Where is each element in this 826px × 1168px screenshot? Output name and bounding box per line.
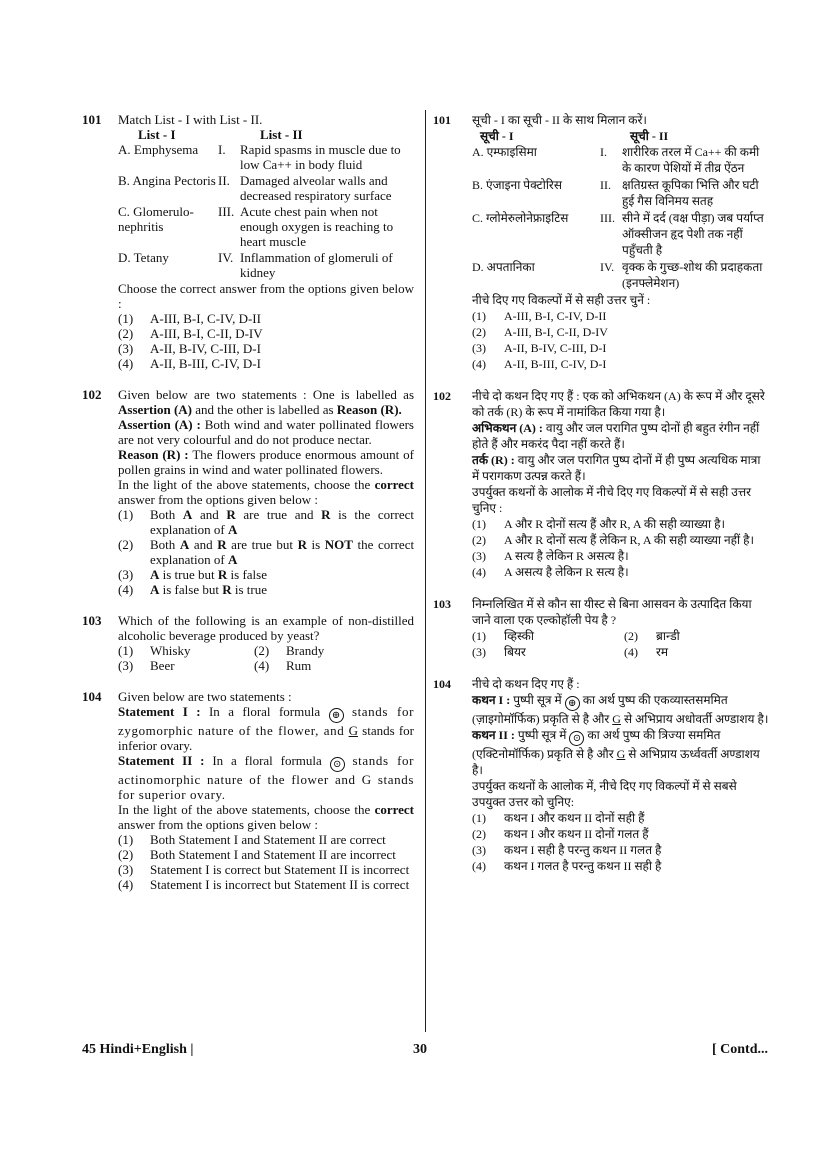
question-number: 102: [82, 387, 102, 402]
instruction: उपर्युक्त कथनों के आलोक में, नीचे दिए गए विकल्पों में से सबसे उपयुक्त उत्तर को चुनिए:: [472, 779, 737, 809]
answer-option-4[interactable]: (4) A असत्य है लेकिन R सत्य है।: [472, 565, 629, 579]
answer-option-4[interactable]: रम: [656, 645, 669, 659]
reason: तर्क (R) : वायु और जल परागित पुष्प दोनों में ही पुष्प अत्यधिक मात्रा में परागकण उत्पन्न करते हैं।: [472, 453, 761, 483]
answer-options-row: (3) बियर (4) रम: [472, 644, 770, 660]
question-101-en: [82, 112, 414, 371]
question-stem: Which of the following is an example of non-distilled alcoholic beverage produced by yeast?: [118, 613, 414, 643]
english-column: [82, 112, 414, 908]
match-row: C. Glomerulo-nephritis III. Acute chest pain when not enough oxygen is reaching to heart muscle: [118, 204, 394, 249]
match-row: A. Emphysema I. Rapid spasms in muscle due to low Ca++ in body fluid: [118, 142, 401, 172]
question-104-hi: [434, 676, 770, 874]
question-stem: Match List - I with List - II.: [118, 112, 263, 127]
answer-option-1[interactable]: (1) Both A and R are true and R is the correct explanation of A: [118, 507, 414, 537]
question-number: 103: [82, 613, 102, 628]
answer-option-4[interactable]: (4) A-II, B-III, C-IV, D-I: [118, 356, 261, 371]
zygomorphic-symbol-icon: ⊕: [565, 696, 580, 711]
question-101-hi: [434, 112, 770, 372]
instruction: In the light of the above statements, choose the correct answer from the options given below :: [118, 477, 415, 507]
answer-options-row: (1) व्हिस्की (2) ब्रान्डी: [472, 628, 770, 644]
match-row: A. एम्फाइसिमा I. शारीरिक तरल में Ca++ की कमी के कारण पेशियों में तीव्र ऐंठन: [472, 145, 760, 175]
question-number: 101: [82, 112, 102, 127]
zygomorphic-symbol-icon: ⊕: [329, 708, 344, 723]
answer-option-3[interactable]: (3) Statement I is correct but Statement II is incorrect: [118, 862, 410, 877]
answer-option-2[interactable]: (2) A-III, B-I, C-II, D-IV: [118, 326, 263, 341]
statement-1: Statement I : In a floral formula ⊕ stands for zygomorphic nature of the flower, and G stands for inferior ovary.: [118, 704, 415, 753]
answer-option-2[interactable]: ब्रान्डी: [656, 629, 680, 643]
list-headers: सूची - I सूची - II: [480, 129, 669, 143]
instruction: नीचे दिए गए विकल्पों में से सही उत्तर चुनें :: [472, 293, 651, 307]
page-number: 30: [413, 1042, 427, 1057]
answer-option-2[interactable]: (2) Both A and R are true but R is NOT the correct explanation of A: [118, 537, 415, 567]
answer-option-1[interactable]: Whisky: [150, 643, 191, 658]
question-number: 102: [433, 389, 451, 403]
question-stem: Given below are two statements :: [118, 689, 292, 704]
match-row: D. अपतानिका IV. वृक्क के गुच्छ-शोथ की प्रदाहकता (इनफ्लेमेशन): [472, 260, 763, 290]
answer-option-1[interactable]: व्हिस्की: [504, 629, 534, 643]
paper-code: 45 Hindi+English |: [82, 1042, 194, 1057]
answer-option-1[interactable]: (1) कथन I और कथन II दोनों सही हैं: [472, 811, 645, 825]
question-103-hi: [434, 596, 770, 660]
statement-1: कथन I : पुष्पी सूत्र में ⊕ का अर्थ पुष्प की एकव्यास्तसममित (ज़ाइगोमॉर्फिक) प्रकृति से है और G से अभिप्राय अधोवर्ती अण्डाशय है।: [472, 693, 769, 726]
question-stem: सूची - I का सूची - II के साथ मिलान करें।: [472, 113, 647, 127]
reason: Reason (R) : The flowers produce enormous amount of pollen grains in wind and water pollinated flowers.: [118, 447, 414, 477]
statement-2: Statement II : In a floral formula ⊙ stands for actinomorphic nature of the flower and G stands for superior ovary.: [118, 753, 415, 802]
instruction: उपर्युक्त कथनों के आलोक में नीचे दिए गए विकल्पों में से सही उत्तर चुनिए :: [472, 485, 752, 515]
question-number: 101: [433, 113, 451, 127]
instruction: Choose the correct answer from the options given below :: [118, 281, 414, 311]
question-103-en: [82, 613, 414, 673]
question-stem: Given below are two statements : One is labelled as Assertion (A) and the other is labelled as Reason (R).: [118, 387, 414, 417]
answer-option-4[interactable]: (4) A is false but R is true: [118, 582, 267, 597]
question-102-en: [82, 387, 414, 597]
answer-option-2[interactable]: (2) Both Statement I and Statement II are incorrect: [118, 847, 396, 862]
answer-option-1[interactable]: (1) A और R दोनों सत्य हैं और R, A की सही व्याख्या है।: [472, 517, 725, 531]
question-104-en: [82, 689, 414, 892]
answer-option-4[interactable]: (4) Statement I is incorrect but Statement II is correct: [118, 877, 410, 892]
answer-option-4[interactable]: Rum: [286, 658, 312, 673]
answer-option-1[interactable]: (1) A-III, B-I, C-IV, D-II: [472, 309, 607, 323]
answer-option-2[interactable]: (2) A और R दोनों सत्य हैं लेकिन R, A की सही व्याख्या नहीं है।: [472, 533, 755, 547]
list-headers: List - I List - II: [138, 127, 303, 142]
hindi-column: [434, 112, 770, 890]
answer-options-row: (3) Beer (4) Rum: [118, 658, 414, 673]
question-number: 104: [82, 689, 102, 704]
answer-option-4[interactable]: (4) कथन I गलत है परन्तु कथन II सही है: [472, 859, 662, 873]
answer-option-3[interactable]: (3) A-II, B-IV, C-III, D-I: [472, 341, 607, 355]
question-stem: निम्नलिखित में से कौन सा यीस्ट से बिना आसवन के उत्पादित किया जाने वाला एक एल्कोहॉली पेय है ?: [472, 597, 752, 627]
answer-option-3[interactable]: बियर: [504, 645, 526, 659]
continued-label: [ Contd...: [711, 1042, 768, 1057]
answer-option-1[interactable]: (1) Both Statement I and Statement II are correct: [118, 832, 386, 847]
column-divider: [425, 110, 426, 1032]
answer-option-2[interactable]: Brandy: [286, 643, 325, 658]
question-stem: नीचे दो कथन दिए गए हैं :: [472, 677, 580, 691]
page-footer: [82, 1042, 768, 1062]
instruction: In the light of the above statements, choose the correct answer from the options given below :: [118, 802, 415, 832]
question-number: 103: [433, 597, 451, 611]
answer-option-4[interactable]: (4) A-II, B-III, C-IV, D-I: [472, 357, 607, 371]
actinomorphic-symbol-icon: ⊙: [330, 757, 345, 772]
actinomorphic-symbol-icon: ⊙: [569, 731, 584, 746]
answer-option-3[interactable]: (3) A-II, B-IV, C-III, D-I: [118, 341, 261, 356]
assertion: अभिकथन (A) : वायु और जल परागित पुष्प दोनों ही बहुत रंगीन नहीं होते हैं और मकरंद पैदा नहीं करते हैं।: [472, 421, 760, 451]
answer-option-3[interactable]: Beer: [150, 658, 175, 673]
question-stem: नीचे दो कथन दिए गए हैं : एक को अभिकथन (A) के रूप में और दूसरे को तर्क (R) के रूप में नामांकित किया गया है।: [472, 389, 765, 419]
answer-option-3[interactable]: (3) A is true but R is false: [118, 567, 267, 582]
assertion: Assertion (A) : Both wind and water pollinated flowers are not very colourful and do not produce nectar.: [118, 417, 414, 447]
match-row: B. Angina Pectoris II. Damaged alveolar walls and decreased respiratory surface: [118, 173, 392, 203]
match-row: B. एंजाइना पेक्टोरिस II. क्षतिग्रस्त कूपिका भित्ति और घटी हुई गैस विनिमय सतह: [472, 178, 759, 208]
match-row: D. Tetany IV. Inflammation of glomeruli of kidney: [118, 250, 393, 280]
answer-option-3[interactable]: (3) कथन I सही है परन्तु कथन II गलत है: [472, 843, 662, 857]
question-number: 104: [433, 677, 451, 691]
match-row: C. ग्लोमेरुलोनेफ्राइटिस III. सीने में दर्द (वक्ष पीड़ा) जब पर्याप्त ऑक्सीजन हृद पेशी तक नहीं पहुँचती है: [472, 211, 764, 257]
answer-options-row: (1) Whisky (2) Brandy: [118, 643, 414, 658]
statement-2: कथन II : पुष्पी सूत्र में ⊙ का अर्थ पुष्प की त्रिज्या सममित (एक्टिनोमॉर्फिक) प्रकृति से है और G से अभिप्राय ऊर्ध्ववर्ती अण्डाशय है।: [472, 728, 760, 777]
answer-option-2[interactable]: (2) A-III, B-I, C-II, D-IV: [472, 325, 608, 339]
answer-option-2[interactable]: (2) कथन I और कथन II दोनों गलत हैं: [472, 827, 649, 841]
question-102-hi: [434, 388, 770, 580]
answer-option-3[interactable]: (3) A सत्य है लेकिन R असत्य है।: [472, 549, 629, 563]
answer-option-1[interactable]: (1) A-III, B-I, C-IV, D-II: [118, 311, 261, 326]
